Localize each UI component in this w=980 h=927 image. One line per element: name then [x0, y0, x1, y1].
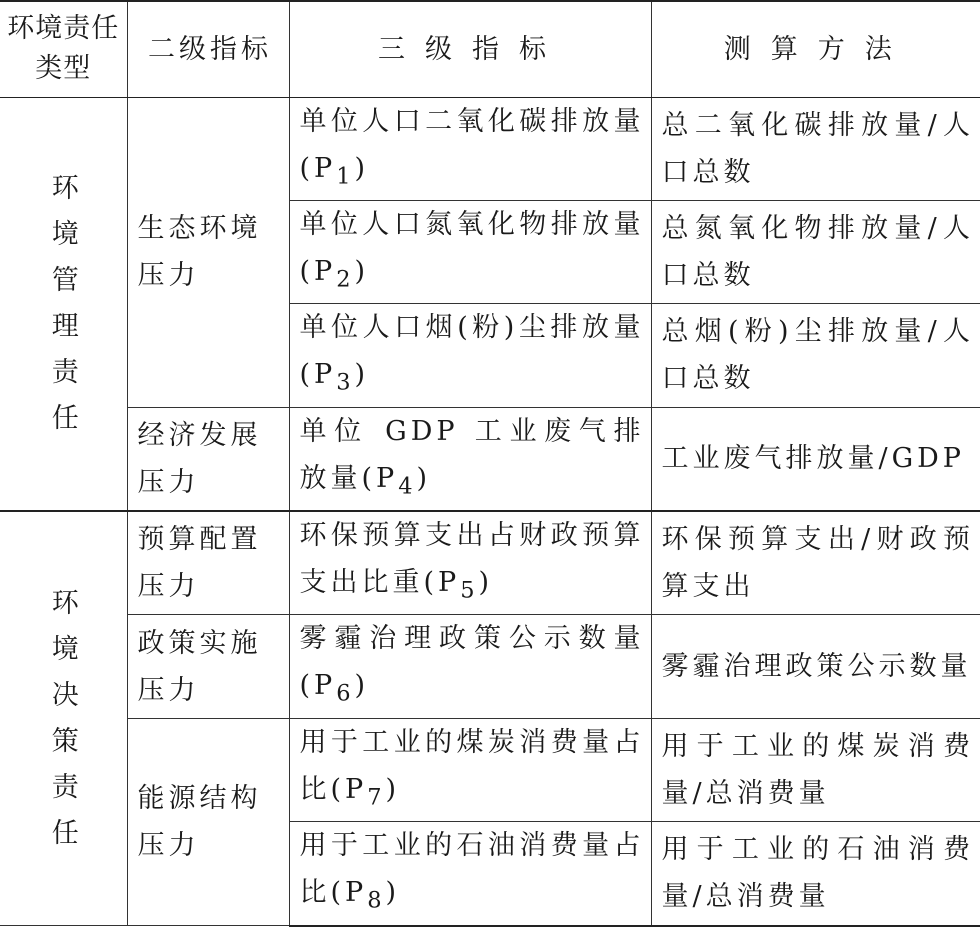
table-row [0, 97, 980, 200]
secondary-indicator-cell: 生态环境压力 [127, 97, 289, 407]
responsibility-type-label: 环境决策责任 [51, 587, 79, 849]
table-row [0, 511, 980, 615]
method-cell: 总烟(粉)尘排放量/人口总数 [651, 304, 980, 407]
method-cell: 总氮氧化物排放量/人口总数 [651, 200, 980, 303]
header-secondary-indicator: 二级指标 [127, 1, 289, 97]
indicator-text: 雾霾治理政策公示数量(P [299, 623, 645, 702]
tertiary-indicator-cell [289, 407, 651, 511]
method-cell: 环保预算支出/财政预算支出 [651, 511, 980, 615]
header-responsibility-type: 环境责任类型 [0, 1, 127, 97]
indicator-subscript: 3 [336, 369, 355, 396]
indicator-subscript: 7 [367, 784, 386, 811]
method-cell: 工业废气排放量/GDP [651, 407, 980, 511]
indicator-text: 用于工业的石油消费量占比(P [299, 830, 645, 909]
indicator-text: 单位 GDP 工业废气排放量(P [299, 415, 645, 494]
header-row [0, 1, 980, 97]
tertiary-indicator-cell [289, 718, 651, 821]
indicator-close: ) [354, 255, 370, 287]
indicator-text: 单位人口烟(粉)尘排放量(P [299, 312, 645, 391]
secondary-indicator-cell: 能源结构压力 [127, 718, 289, 925]
indicator-subscript: 8 [367, 887, 386, 914]
indicator-subscript: 4 [398, 473, 417, 500]
indicator-text: 单位人口二氧化碳排放量(P [299, 105, 645, 184]
header-tertiary-indicator: 三级指标 [289, 1, 651, 97]
header-calculation-method: 测算方法 [651, 1, 980, 97]
table-row [0, 718, 980, 821]
method-cell: 总二氧化碳排放量/人口总数 [651, 97, 980, 200]
indicator-text: 环保预算支出占财政预算支出比重(P [299, 520, 645, 599]
indicator-subscript: 6 [336, 680, 355, 707]
indicator-subscript: 1 [336, 162, 355, 189]
table-row [0, 407, 980, 511]
indicator-subscript: 5 [460, 577, 479, 604]
table-row [0, 615, 980, 718]
secondary-indicator-cell: 政策实施压力 [127, 615, 289, 718]
tertiary-indicator-cell [289, 304, 651, 407]
indicator-close: ) [385, 877, 401, 909]
method-cell: 雾霾治理政策公示数量 [651, 615, 980, 718]
indicator-text: 单位人口氮氧化物排放量(P [299, 208, 645, 287]
responsibility-type-label: 环境管理责任 [51, 172, 79, 434]
indicator-close: ) [416, 462, 432, 494]
indicator-text: 用于工业的煤炭消费量占比(P [299, 726, 645, 805]
indicator-close: ) [354, 152, 370, 184]
method-cell: 用于工业的煤炭消费量/总消费量 [651, 718, 980, 821]
tertiary-indicator-cell [289, 822, 651, 926]
method-cell: 用于工业的石油消费量/总消费量 [651, 822, 980, 926]
secondary-indicator-cell: 经济发展压力 [127, 407, 289, 511]
tertiary-indicator-cell [289, 200, 651, 303]
tertiary-indicator-cell [289, 511, 651, 615]
indicator-close: ) [385, 773, 401, 805]
tertiary-indicator-cell [289, 97, 651, 200]
secondary-indicator-cell: 预算配置压力 [127, 511, 289, 615]
responsibility-type-cell [0, 511, 127, 926]
indicator-subscript: 2 [336, 266, 355, 293]
tertiary-indicator-cell [289, 615, 651, 718]
indicator-close: ) [478, 567, 494, 599]
indicator-close: ) [354, 359, 370, 391]
responsibility-type-cell [0, 97, 127, 511]
indicator-close: ) [354, 670, 370, 702]
